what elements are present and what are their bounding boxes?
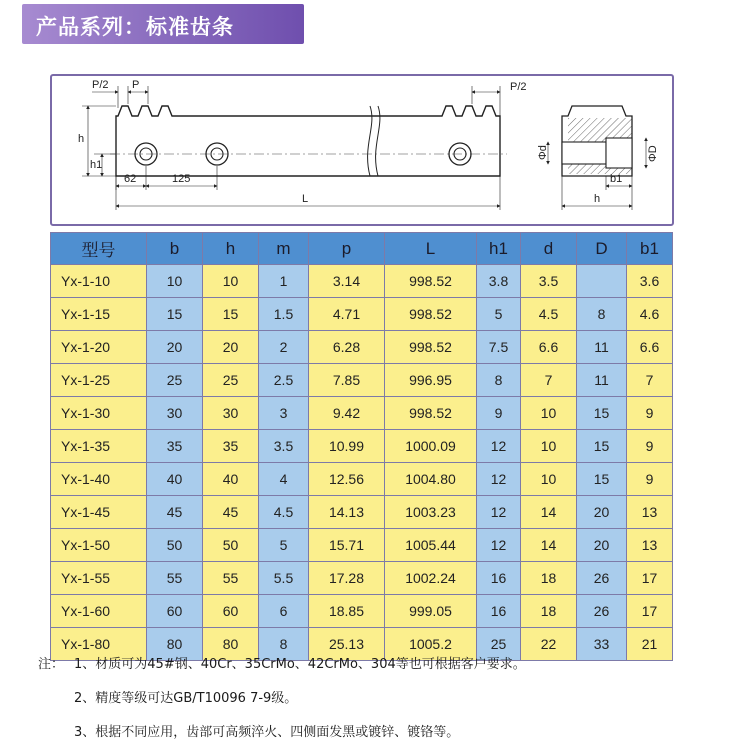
- table-cell: 15: [203, 298, 259, 331]
- table-cell: 1: [259, 265, 309, 298]
- dim-dia-D: ΦD: [647, 145, 659, 162]
- table-cell: 1003.23: [385, 496, 477, 529]
- dim-p-left: P: [132, 79, 140, 91]
- table-cell: 14: [521, 496, 577, 529]
- table-header-cell: m: [259, 233, 309, 265]
- table-cell: 3.5: [259, 430, 309, 463]
- spec-table: [50, 232, 673, 661]
- table-cell: 10: [147, 265, 203, 298]
- table-cell: 3.5: [521, 265, 577, 298]
- table-cell: 20: [577, 529, 627, 562]
- table-cell: 6.6: [627, 331, 673, 364]
- table-cell: 40: [147, 463, 203, 496]
- table-header-cell: h1: [477, 233, 521, 265]
- table-cell: 35: [203, 430, 259, 463]
- table-cell: 5: [259, 529, 309, 562]
- table-cell: 16: [477, 595, 521, 628]
- table-cell: 30: [147, 397, 203, 430]
- table-header-cell: b: [147, 233, 203, 265]
- table-cell: 55: [203, 562, 259, 595]
- table-body: [51, 265, 673, 661]
- table-cell: 80: [203, 628, 259, 661]
- table-header-cell: d: [521, 233, 577, 265]
- table-cell: [577, 265, 627, 298]
- table-cell: 40: [203, 463, 259, 496]
- table-header-cell: h: [203, 233, 259, 265]
- table-row: [51, 562, 673, 595]
- table-cell: 17: [627, 595, 673, 628]
- table-cell: 12: [477, 463, 521, 496]
- table-cell: 14: [521, 529, 577, 562]
- table-cell: 999.05: [385, 595, 477, 628]
- table-cell: 15: [147, 298, 203, 331]
- page-title: 产品系列：标准齿条: [36, 15, 234, 39]
- table-cell: 13: [627, 496, 673, 529]
- table-cell: 2.5: [259, 364, 309, 397]
- model-cell: Yx-1-55: [51, 562, 147, 595]
- table-cell: 998.52: [385, 298, 477, 331]
- table-cell: 4.71: [309, 298, 385, 331]
- table-cell: 15: [577, 430, 627, 463]
- table-header-cell: p: [309, 233, 385, 265]
- technical-drawing: [50, 74, 674, 226]
- table-cell: 12.56: [309, 463, 385, 496]
- table-row: [51, 430, 673, 463]
- table-cell: 3.14: [309, 265, 385, 298]
- table-cell: 12: [477, 496, 521, 529]
- table-cell: 25: [147, 364, 203, 397]
- table-cell: 998.52: [385, 265, 477, 298]
- table-cell: 21: [627, 628, 673, 661]
- table-row: [51, 496, 673, 529]
- table-cell: 22: [521, 628, 577, 661]
- model-cell: Yx-1-60: [51, 595, 147, 628]
- table-cell: 18.85: [309, 595, 385, 628]
- model-cell: Yx-1-50: [51, 529, 147, 562]
- table-cell: 998.52: [385, 397, 477, 430]
- table-cell: 10: [521, 397, 577, 430]
- table-cell: 10: [521, 430, 577, 463]
- table-cell: 5: [477, 298, 521, 331]
- table-header-cell: D: [577, 233, 627, 265]
- table-cell: 80: [147, 628, 203, 661]
- table-header-cell: L: [385, 233, 477, 265]
- table-cell: 1005.44: [385, 529, 477, 562]
- title-band: [22, 4, 304, 44]
- table-cell: 1004.80: [385, 463, 477, 496]
- table-header-cell: 型号: [51, 233, 147, 265]
- table-cell: 20: [147, 331, 203, 364]
- table-cell: 9: [477, 397, 521, 430]
- dim-length: L: [302, 193, 309, 205]
- table-cell: 9: [627, 463, 673, 496]
- table-cell: 11: [577, 364, 627, 397]
- table-cell: 1.5: [259, 298, 309, 331]
- table-cell: 50: [147, 529, 203, 562]
- table-cell: 2: [259, 331, 309, 364]
- table-header-row: [51, 233, 673, 265]
- table-cell: 17.28: [309, 562, 385, 595]
- table-cell: 996.95: [385, 364, 477, 397]
- table-cell: 1005.2: [385, 628, 477, 661]
- table-cell: 25.13: [309, 628, 385, 661]
- table-cell: 20: [203, 331, 259, 364]
- table-cell: 11: [577, 331, 627, 364]
- table-cell: 15: [577, 397, 627, 430]
- table-cell: 4: [259, 463, 309, 496]
- table-cell: 1000.09: [385, 430, 477, 463]
- rack-end-view: [562, 106, 632, 176]
- dim-p-half-right: P/2: [510, 81, 527, 93]
- table-cell: 1002.24: [385, 562, 477, 595]
- table-row: [51, 595, 673, 628]
- notes-prefix: 注：: [38, 657, 65, 672]
- table-header-cell: b1: [627, 233, 673, 265]
- table-cell: 6.28: [309, 331, 385, 364]
- table-cell: 6.6: [521, 331, 577, 364]
- dim-dia-d: Φd: [537, 145, 549, 160]
- table-cell: 7: [627, 364, 673, 397]
- note-2: 2、精度等级可达GB/T10096 7-9级。: [74, 691, 298, 706]
- table-cell: 6: [259, 595, 309, 628]
- model-cell: Yx-1-30: [51, 397, 147, 430]
- table-cell: 10.99: [309, 430, 385, 463]
- table-cell: 26: [577, 562, 627, 595]
- table-row: [51, 265, 673, 298]
- table-cell: 3.8: [477, 265, 521, 298]
- table-cell: 14.13: [309, 496, 385, 529]
- model-cell: Yx-1-40: [51, 463, 147, 496]
- table-cell: 10: [203, 265, 259, 298]
- table-row: [51, 364, 673, 397]
- table-row: [51, 397, 673, 430]
- table-cell: 55: [147, 562, 203, 595]
- table-cell: 25: [203, 364, 259, 397]
- dim-b1: b1: [610, 173, 623, 185]
- model-cell: Yx-1-20: [51, 331, 147, 364]
- table-cell: 7: [521, 364, 577, 397]
- table-cell: 35: [147, 430, 203, 463]
- table-cell: 3: [259, 397, 309, 430]
- table-cell: 45: [147, 496, 203, 529]
- model-cell: Yx-1-80: [51, 628, 147, 661]
- table-cell: 3.6: [627, 265, 673, 298]
- table-cell: 16: [477, 562, 521, 595]
- note-3: 3、根据不同应用，齿部可高频淬火、四侧面发黑或镀锌、镀铬等。: [74, 725, 460, 740]
- table-cell: 15.71: [309, 529, 385, 562]
- table-row: [51, 529, 673, 562]
- table-cell: 5.5: [259, 562, 309, 595]
- table-cell: 33: [577, 628, 627, 661]
- dim-h-end: h: [594, 193, 601, 205]
- table-cell: 12: [477, 529, 521, 562]
- table-cell: 26: [577, 595, 627, 628]
- table-cell: 15: [577, 463, 627, 496]
- table-cell: 8: [477, 364, 521, 397]
- table-cell: 60: [203, 595, 259, 628]
- table-cell: 18: [521, 595, 577, 628]
- table-cell: 30: [203, 397, 259, 430]
- table-cell: 7.5: [477, 331, 521, 364]
- model-cell: Yx-1-35: [51, 430, 147, 463]
- table-cell: 8: [259, 628, 309, 661]
- table-cell: 998.52: [385, 331, 477, 364]
- dim-h1: h1: [90, 159, 103, 171]
- note-1: 1、材质可为45#钢、40Cr、35CrMo、42CrMo、304等也可根据客户要求。: [74, 657, 526, 672]
- table-cell: 8: [577, 298, 627, 331]
- table-cell: 9: [627, 430, 673, 463]
- table-cell: 17: [627, 562, 673, 595]
- table-cell: 60: [147, 595, 203, 628]
- model-cell: Yx-1-25: [51, 364, 147, 397]
- table-cell: 4.6: [627, 298, 673, 331]
- table-row: [51, 331, 673, 364]
- dim-62: 62: [124, 173, 137, 185]
- dim-p-half-left: P/2: [92, 79, 109, 91]
- table-cell: 10: [521, 463, 577, 496]
- table-cell: 9: [627, 397, 673, 430]
- table-cell: 50: [203, 529, 259, 562]
- rack-body: [116, 106, 500, 176]
- dim-125: 125: [172, 173, 191, 185]
- table-cell: 13: [627, 529, 673, 562]
- table-cell: 4.5: [521, 298, 577, 331]
- table-cell: 7.85: [309, 364, 385, 397]
- table-cell: 25: [477, 628, 521, 661]
- table-cell: 12: [477, 430, 521, 463]
- model-cell: Yx-1-15: [51, 298, 147, 331]
- dim-h: h: [78, 133, 85, 145]
- table-cell: 9.42: [309, 397, 385, 430]
- table-cell: 4.5: [259, 496, 309, 529]
- table-cell: 45: [203, 496, 259, 529]
- table-row: [51, 298, 673, 331]
- table-cell: 20: [577, 496, 627, 529]
- model-cell: Yx-1-10: [51, 265, 147, 298]
- rack-drawing-svg: [52, 76, 672, 224]
- table-cell: 18: [521, 562, 577, 595]
- model-cell: Yx-1-45: [51, 496, 147, 529]
- table-row: [51, 463, 673, 496]
